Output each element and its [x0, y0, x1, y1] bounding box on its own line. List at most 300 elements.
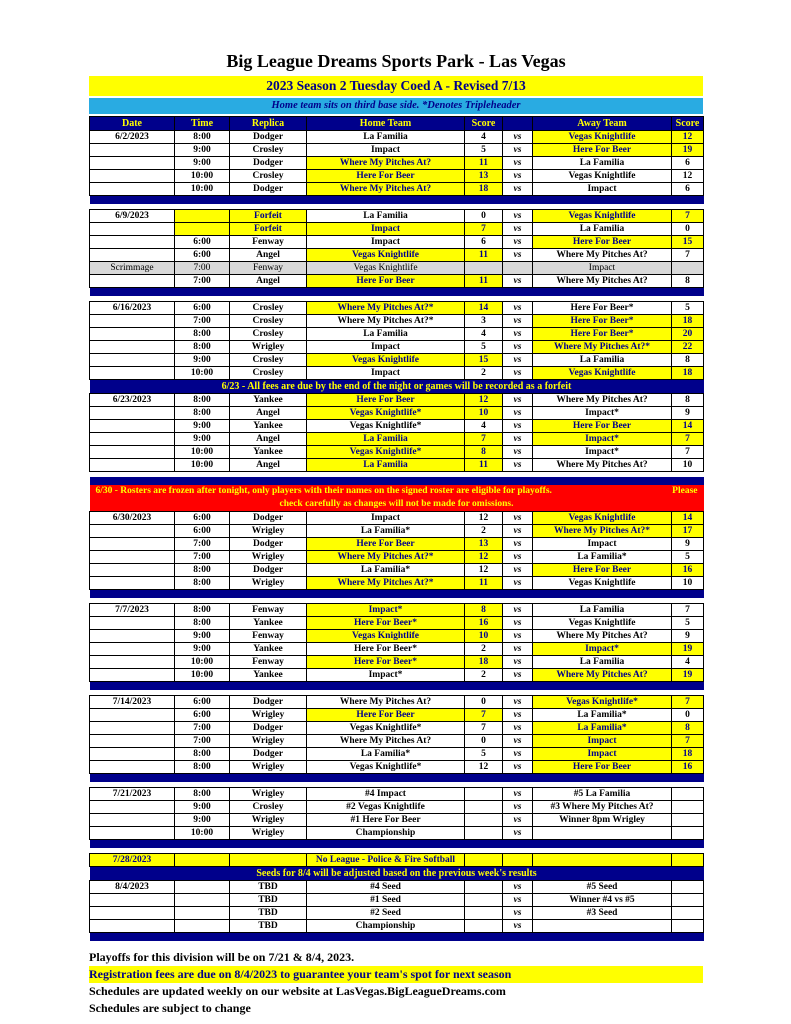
- away-team-cell: Impact*: [533, 446, 672, 459]
- home-team-cell: Where My Pitches At?*: [307, 551, 465, 564]
- column-header: Time: [175, 117, 230, 131]
- home-team-cell: Where My Pitches At?*: [307, 315, 465, 328]
- footer: [89, 949, 703, 1017]
- away-team-cell: Here For Beer*: [533, 315, 672, 328]
- away-score-cell: 20: [672, 328, 704, 341]
- home-score-cell: 8: [465, 604, 503, 617]
- home-score-cell: 11: [465, 249, 503, 262]
- home-team-cell: Here For Beer*: [307, 643, 465, 656]
- date-cell: [90, 907, 175, 920]
- time-cell: [175, 920, 230, 933]
- home-score-cell: 2: [465, 367, 503, 380]
- section-divider: [90, 682, 704, 691]
- away-score-cell: 22: [672, 341, 704, 354]
- date-cell: [90, 407, 175, 420]
- home-score-cell: 11: [465, 459, 503, 472]
- date-cell: [90, 630, 175, 643]
- home-team-cell: Impact: [307, 144, 465, 157]
- home-team-cell: #4 Impact: [307, 788, 465, 801]
- away-score-cell: 10: [672, 577, 704, 590]
- away-team-cell: Here For Beer: [533, 144, 672, 157]
- time-cell: 7:00: [175, 315, 230, 328]
- vs-cell: vs: [503, 302, 533, 315]
- home-team-cell: Vegas Knightlife: [307, 262, 465, 275]
- replica-cell: Crosley: [230, 354, 307, 367]
- home-team-cell: Vegas Knightlife: [307, 354, 465, 367]
- away-team-cell: Here For Beer*: [533, 302, 672, 315]
- away-score-cell: 7: [672, 735, 704, 748]
- time-cell: 7:00: [175, 262, 230, 275]
- date-cell: [90, 617, 175, 630]
- game-row: [90, 604, 704, 617]
- away-score-cell: 8: [672, 275, 704, 288]
- away-score-cell: 19: [672, 669, 704, 682]
- home-score-cell: 7: [465, 433, 503, 446]
- vs-cell: vs: [503, 894, 533, 907]
- replica-cell: Crosley: [230, 367, 307, 380]
- game-row: [90, 394, 704, 407]
- home-score-cell: 12: [465, 564, 503, 577]
- away-team-cell: Impact: [533, 262, 672, 275]
- date-cell: [90, 354, 175, 367]
- date-cell: [90, 827, 175, 840]
- date-cell: [90, 894, 175, 907]
- time-cell: 8:00: [175, 131, 230, 144]
- away-score-cell: [672, 894, 704, 907]
- home-score-cell: [465, 881, 503, 894]
- replica-cell: Crosley: [230, 315, 307, 328]
- vs-cell: vs: [503, 420, 533, 433]
- home-score-cell: [465, 827, 503, 840]
- game-row: [90, 630, 704, 643]
- time-cell: 6:00: [175, 512, 230, 525]
- home-team-cell: Here For Beer: [307, 394, 465, 407]
- away-team-cell: Vegas Knightlife: [533, 512, 672, 525]
- home-score-cell: 13: [465, 538, 503, 551]
- game-row: [90, 354, 704, 367]
- away-team-cell: Where My Pitches At?: [533, 275, 672, 288]
- date-cell: [90, 920, 175, 933]
- document-content: [89, 0, 703, 1017]
- game-row: [90, 538, 704, 551]
- away-team-cell: Impact: [533, 748, 672, 761]
- section-divider-bar: [90, 590, 704, 599]
- away-score-cell: 0: [672, 709, 704, 722]
- away-score-cell: [672, 801, 704, 814]
- date-cell: [90, 328, 175, 341]
- home-score-cell: 4: [465, 131, 503, 144]
- time-cell: 9:00: [175, 157, 230, 170]
- home-score-cell: 12: [465, 761, 503, 774]
- notice-banner-text: 6/23 - All fees are due by the end of the night or games will be recorded as a forfeit: [90, 380, 704, 394]
- replica-cell: Yankee: [230, 617, 307, 630]
- home-score-cell: 4: [465, 328, 503, 341]
- away-score-cell: [672, 788, 704, 801]
- replica-cell: TBD: [230, 894, 307, 907]
- away-score-cell: 5: [672, 302, 704, 315]
- date-cell: 6/16/2023: [90, 302, 175, 315]
- home-team-cell: La Familia: [307, 328, 465, 341]
- away-team-cell: La Familia: [533, 157, 672, 170]
- away-score-cell: 9: [672, 407, 704, 420]
- time-cell: 10:00: [175, 446, 230, 459]
- away-score-cell: 18: [672, 748, 704, 761]
- time-cell: 8:00: [175, 617, 230, 630]
- date-cell: [90, 459, 175, 472]
- home-team-cell: #1 Here For Beer: [307, 814, 465, 827]
- home-score-cell: [465, 814, 503, 827]
- away-score-cell: 5: [672, 551, 704, 564]
- away-team-cell: Here For Beer*: [533, 328, 672, 341]
- game-row: [90, 709, 704, 722]
- replica-cell: Fenway: [230, 656, 307, 669]
- vs-cell: vs: [503, 656, 533, 669]
- home-team-cell: Vegas Knightlife*: [307, 407, 465, 420]
- date-cell: [90, 249, 175, 262]
- date-cell: [90, 564, 175, 577]
- replica-cell: Dodger: [230, 157, 307, 170]
- time-cell: 10:00: [175, 669, 230, 682]
- away-team-cell: La Familia*: [533, 722, 672, 735]
- footer-registration-note: Registration fees are due on 8/4/2023 to guarantee your team's spot for next season: [89, 966, 703, 983]
- home-score-cell: 5: [465, 144, 503, 157]
- vs-cell: vs: [503, 788, 533, 801]
- home-score-cell: 8: [465, 446, 503, 459]
- replica-cell: Wrigley: [230, 788, 307, 801]
- date-cell: [90, 315, 175, 328]
- away-team-cell: Vegas Knightlife: [533, 577, 672, 590]
- game-row: [90, 367, 704, 380]
- vs-cell: vs: [503, 761, 533, 774]
- vs-cell: vs: [503, 827, 533, 840]
- date-cell: 6/30/2023: [90, 512, 175, 525]
- replica-cell: Yankee: [230, 394, 307, 407]
- home-score-cell: 4: [465, 420, 503, 433]
- replica-cell: Wrigley: [230, 735, 307, 748]
- column-header: Score: [465, 117, 503, 131]
- game-row: [90, 275, 704, 288]
- date-cell: [90, 170, 175, 183]
- time-cell: 7:00: [175, 735, 230, 748]
- away-score-cell: [672, 920, 704, 933]
- game-row: [90, 525, 704, 538]
- game-row: [90, 814, 704, 827]
- date-cell: [90, 183, 175, 196]
- notice-banner-text: Seeds for 8/4 will be adjusted based on the previous week's results: [90, 867, 704, 881]
- schedule-table: [89, 116, 704, 941]
- game-row: [90, 328, 704, 341]
- away-score-cell: [672, 907, 704, 920]
- time-cell: 8:00: [175, 394, 230, 407]
- vs-cell: vs: [503, 446, 533, 459]
- game-row: [90, 669, 704, 682]
- time-cell: 6:00: [175, 696, 230, 709]
- section-divider-bar: [90, 288, 704, 297]
- vs-cell: vs: [503, 249, 533, 262]
- away-score-cell: 7: [672, 210, 704, 223]
- home-score-cell: 2: [465, 525, 503, 538]
- footer-subject-to-change-note: Schedules are subject to change: [89, 1001, 251, 1015]
- home-team-cell: Where My Pitches At?: [307, 696, 465, 709]
- vs-cell: vs: [503, 236, 533, 249]
- replica-cell: Angel: [230, 433, 307, 446]
- vs-cell: vs: [503, 157, 533, 170]
- home-team-cell: Impact*: [307, 669, 465, 682]
- home-team-cell: Where My Pitches At?: [307, 183, 465, 196]
- section-divider-bar: [90, 774, 704, 783]
- game-row: [90, 433, 704, 446]
- away-score-cell: 8: [672, 394, 704, 407]
- home-score-cell: [465, 801, 503, 814]
- away-team-cell: La Familia: [533, 354, 672, 367]
- home-score-cell: 2: [465, 669, 503, 682]
- game-row: [90, 302, 704, 315]
- home-score-cell: [465, 907, 503, 920]
- vs-cell: vs: [503, 748, 533, 761]
- game-row: [90, 564, 704, 577]
- away-team-cell: Where My Pitches At?: [533, 249, 672, 262]
- home-score-cell: 11: [465, 275, 503, 288]
- away-score-cell: 8: [672, 722, 704, 735]
- away-score-cell: 17: [672, 525, 704, 538]
- game-row: [90, 170, 704, 183]
- game-row: [90, 315, 704, 328]
- away-score-cell: 14: [672, 420, 704, 433]
- game-row: [90, 157, 704, 170]
- no-league-row: [90, 854, 704, 867]
- replica-cell: Wrigley: [230, 814, 307, 827]
- time-cell: 8:00: [175, 341, 230, 354]
- away-team-cell: Impact: [533, 183, 672, 196]
- replica-cell: Wrigley: [230, 551, 307, 564]
- vs-cell: vs: [503, 354, 533, 367]
- roster-freeze-line1: [90, 485, 704, 498]
- home-score-cell: 7: [465, 722, 503, 735]
- away-team-cell: Here For Beer: [533, 761, 672, 774]
- away-score-cell: [672, 854, 704, 867]
- replica-cell: Crosley: [230, 144, 307, 157]
- column-header: [503, 117, 533, 131]
- replica-cell: Dodger: [230, 696, 307, 709]
- section-divider: [90, 840, 704, 849]
- home-team-cell: Impact*: [307, 604, 465, 617]
- date-cell: 6/23/2023: [90, 394, 175, 407]
- home-team-cell: Here For Beer: [307, 538, 465, 551]
- date-cell: [90, 722, 175, 735]
- vs-cell: vs: [503, 433, 533, 446]
- time-cell: [175, 894, 230, 907]
- home-team-cell: Where My Pitches At?: [307, 157, 465, 170]
- replica-cell: Dodger: [230, 722, 307, 735]
- footer-playoffs-note: Playoffs for this division will be on 7/21 & 8/4, 2023.: [89, 950, 355, 964]
- time-cell: 10:00: [175, 459, 230, 472]
- date-cell: [90, 144, 175, 157]
- away-team-cell: La Familia*: [533, 551, 672, 564]
- away-team-cell: Impact*: [533, 643, 672, 656]
- away-team-cell: Vegas Knightlife: [533, 617, 672, 630]
- roster-freeze-line1-right: Please: [672, 486, 698, 496]
- home-team-cell: Where My Pitches At?*: [307, 302, 465, 315]
- home-team-cell: La Familia: [307, 131, 465, 144]
- time-cell: 9:00: [175, 630, 230, 643]
- section-divider: [90, 196, 704, 205]
- game-row: [90, 446, 704, 459]
- home-team-cell: Here For Beer: [307, 275, 465, 288]
- replica-cell: [230, 854, 307, 867]
- away-team-cell: #5 La Familia: [533, 788, 672, 801]
- away-score-cell: 6: [672, 183, 704, 196]
- replica-cell: Dodger: [230, 564, 307, 577]
- replica-cell: Wrigley: [230, 577, 307, 590]
- time-cell: 9:00: [175, 420, 230, 433]
- replica-cell: TBD: [230, 881, 307, 894]
- home-score-cell: [465, 854, 503, 867]
- time-cell: 8:00: [175, 788, 230, 801]
- replica-cell: Fenway: [230, 604, 307, 617]
- away-team-cell: #3 Where My Pitches At?: [533, 801, 672, 814]
- table-header: [90, 117, 704, 131]
- home-score-cell: [465, 262, 503, 275]
- date-cell: [90, 341, 175, 354]
- section-divider: [90, 933, 704, 942]
- away-team-cell: #5 Seed: [533, 881, 672, 894]
- home-score-cell: 11: [465, 577, 503, 590]
- away-team-cell: Where My Pitches At?: [533, 459, 672, 472]
- away-score-cell: 14: [672, 512, 704, 525]
- time-cell: 6:00: [175, 525, 230, 538]
- home-score-cell: 3: [465, 315, 503, 328]
- game-row: [90, 249, 704, 262]
- home-team-cell: Vegas Knightlife*: [307, 420, 465, 433]
- section-divider-bar: [90, 682, 704, 691]
- home-score-cell: 0: [465, 210, 503, 223]
- away-team-cell: [533, 920, 672, 933]
- section-divider: [90, 288, 704, 297]
- date-cell: [90, 525, 175, 538]
- home-score-cell: 13: [465, 170, 503, 183]
- notice-banner-row: [90, 380, 704, 394]
- home-score-cell: 7: [465, 223, 503, 236]
- date-cell: [90, 814, 175, 827]
- time-cell: 8:00: [175, 564, 230, 577]
- replica-cell: TBD: [230, 920, 307, 933]
- replica-cell: Fenway: [230, 236, 307, 249]
- home-team-cell: Impact: [307, 367, 465, 380]
- away-score-cell: 8: [672, 354, 704, 367]
- vs-cell: vs: [503, 144, 533, 157]
- vs-cell: vs: [503, 801, 533, 814]
- replica-cell: Wrigley: [230, 827, 307, 840]
- vs-cell: vs: [503, 459, 533, 472]
- time-cell: 7:00: [175, 722, 230, 735]
- date-cell: [90, 538, 175, 551]
- home-team-cell: Vegas Knightlife*: [307, 761, 465, 774]
- date-cell: 7/28/2023: [90, 854, 175, 867]
- date-cell: [90, 801, 175, 814]
- home-score-cell: 12: [465, 551, 503, 564]
- date-cell: [90, 367, 175, 380]
- time-cell: 6:00: [175, 302, 230, 315]
- away-team-cell: Vegas Knightlife*: [533, 696, 672, 709]
- away-score-cell: [672, 881, 704, 894]
- time-cell: 6:00: [175, 249, 230, 262]
- vs-cell: vs: [503, 407, 533, 420]
- game-row: [90, 341, 704, 354]
- away-score-cell: 6: [672, 157, 704, 170]
- vs-cell: vs: [503, 223, 533, 236]
- game-row: [90, 656, 704, 669]
- home-score-cell: 0: [465, 696, 503, 709]
- section-divider: [90, 590, 704, 599]
- replica-cell: Crosley: [230, 302, 307, 315]
- away-team-cell: Where My Pitches At?*: [533, 525, 672, 538]
- vs-cell: vs: [503, 814, 533, 827]
- replica-cell: Yankee: [230, 420, 307, 433]
- replica-cell: Dodger: [230, 183, 307, 196]
- replica-cell: Dodger: [230, 512, 307, 525]
- date-cell: [90, 761, 175, 774]
- section-divider-bar: [90, 933, 704, 942]
- note-banner: Home team sits on third base side. *Denotes Tripleheader: [89, 98, 703, 114]
- home-score-cell: 5: [465, 748, 503, 761]
- time-cell: 9:00: [175, 433, 230, 446]
- vs-cell: vs: [503, 696, 533, 709]
- game-row: [90, 894, 704, 907]
- away-score-cell: 12: [672, 131, 704, 144]
- home-score-cell: 12: [465, 512, 503, 525]
- game-row: [90, 735, 704, 748]
- time-cell: 9:00: [175, 354, 230, 367]
- away-score-cell: 16: [672, 761, 704, 774]
- table-body: [90, 131, 704, 942]
- date-cell: 7/7/2023: [90, 604, 175, 617]
- away-team-cell: Here For Beer: [533, 564, 672, 577]
- home-team-cell: La Familia*: [307, 748, 465, 761]
- column-header: Date: [90, 117, 175, 131]
- date-cell: [90, 446, 175, 459]
- time-cell: 9:00: [175, 814, 230, 827]
- footer-website-note: Schedules are updated weekly on our website at LasVegas.BigLeagueDreams.com: [89, 984, 506, 998]
- vs-cell: vs: [503, 131, 533, 144]
- away-score-cell: 7: [672, 249, 704, 262]
- game-row: [90, 459, 704, 472]
- time-cell: 10:00: [175, 656, 230, 669]
- replica-cell: Crosley: [230, 801, 307, 814]
- date-cell: 7/14/2023: [90, 696, 175, 709]
- home-team-cell: Vegas Knightlife: [307, 249, 465, 262]
- home-team-cell: La Familia: [307, 210, 465, 223]
- away-score-cell: 7: [672, 604, 704, 617]
- time-cell: 6:00: [175, 709, 230, 722]
- home-score-cell: 16: [465, 617, 503, 630]
- game-row: [90, 183, 704, 196]
- date-cell: [90, 223, 175, 236]
- time-cell: 10:00: [175, 183, 230, 196]
- time-cell: 10:00: [175, 367, 230, 380]
- date-cell: [90, 656, 175, 669]
- away-team-cell: Here For Beer: [533, 236, 672, 249]
- home-team-cell: Impact: [307, 223, 465, 236]
- header-row: [90, 117, 704, 131]
- vs-cell: vs: [503, 210, 533, 223]
- game-row: [90, 131, 704, 144]
- date-cell: 6/2/2023: [90, 131, 175, 144]
- away-team-cell: La Familia*: [533, 709, 672, 722]
- replica-cell: Crosley: [230, 170, 307, 183]
- home-team-cell: #2 Seed: [307, 907, 465, 920]
- replica-cell: Crosley: [230, 328, 307, 341]
- section-divider-bar: [90, 477, 704, 485]
